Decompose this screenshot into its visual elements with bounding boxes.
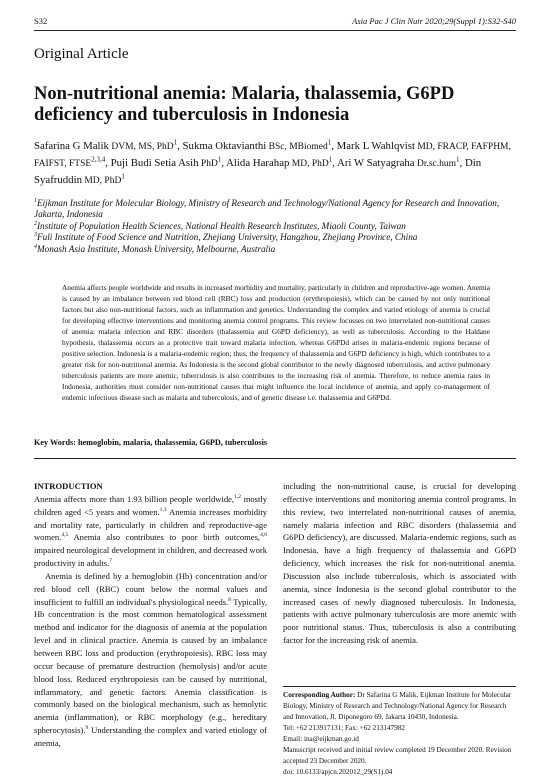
affiliation-ref: 1 <box>327 138 332 147</box>
author-name: , Alida Harahap <box>221 157 290 169</box>
article-type: Original Article <box>34 46 129 62</box>
section-heading: INTRODUCTION <box>34 481 103 491</box>
affiliation-ref: 1 <box>217 155 222 164</box>
keywords-label: Key Words: <box>34 438 78 447</box>
author-name: , Puji Budi Setia Asih <box>105 157 199 169</box>
author-name: Safarina G Malik <box>34 140 109 152</box>
author-degrees: MD, PhD <box>289 159 329 169</box>
affiliation-list <box>34 198 520 255</box>
keywords <box>34 438 267 447</box>
author-name: , Mark L Wahlqvist <box>331 140 415 152</box>
affiliation-ref: 1 <box>173 138 178 147</box>
keywords-text: hemoglobin, malaria, thalassemia, G6PD, tuberculosis <box>77 438 268 447</box>
manuscript-dates: Manuscript received and initial review completed 19 December 2020. Revision accepted 23 December 2020. <box>283 746 512 765</box>
affiliation-ref: 1 <box>121 172 125 181</box>
keywords-divider <box>34 458 516 459</box>
correspondence-divider <box>283 686 516 687</box>
affiliation: $^1$Eijkman Institute for Molecular Biology, Ministry of Research and Technology/National Agency for Research and Innovation, Jakarta, Indonesia <box>34 197 500 220</box>
article-title: Non-nutritional anemia: Malaria, thalassemia, G6PD deficiency and tuberculosis in Indonesia <box>34 84 455 125</box>
body-column-left <box>34 480 267 750</box>
author-name: , Ari W Satyagraha <box>332 157 415 169</box>
author-degrees: Dr.sc.hum <box>414 159 457 169</box>
affiliation-ref: 2,3,4 <box>91 155 106 164</box>
page-number: S32 <box>34 16 48 26</box>
author-name: , Sukma Oktavianthi <box>177 140 267 152</box>
journal-citation: Asia Pac J Clin Nutr 2020;29(Suppl 1):S32-S40 <box>352 16 516 26</box>
author-degrees: BSc, MBiomed <box>266 142 328 152</box>
author-degrees: DVM, MS, PhD <box>108 142 174 152</box>
body-paragraph: Anemia affects more than 1.93 billion people worldwide,$^{1,2}$ mostly children aged <5 years and women.$^{1,3}$ Anemia increases morbidity and mortality rate, particularly in children and reproductive-age women.$^{4,5}$ Anemia also contributes to poor birth outcomes,$^{4,6}$ impaired neurological development in children, and decreased work productivity in adults.$^7$ <box>34 493 267 569</box>
body-paragraph: Anemia is defined by a hemoglobin (Hb) concentration and/or red blood cell (RBC) count below the normal values and insufficient to fulfill an individual's physiological needs.$^8$ Typically, Hb concentration is the most common hematological assessment method and indicator for the diagnosis of anemia at the population level and in clinical practice. Anemia is caused by an imbalance between RBC loss and production (erythropoiesis). RBC loss may occur because of premature destruction (hemolysis) and/or acute blood loss. Reduced erythropoiesis can be caused by nutritional, inflammatory, and genetic factors. Anemia classification is commonly based on the biological mechanism, such as hemolytic anemia (inflammation), or RBC morphology (e.g., hereditary spherocytosis).$^9$ Understanding the complex and varied etiology of anemia, <box>34 570 268 748</box>
affiliation: $^2$Institute of Population Health Sciences, National Health Research Institutes, Miaoli County, Taiwan <box>34 220 406 231</box>
affiliation: $^4$Monash Asia Institute, Monash University, Melbourne, Australia <box>34 243 276 254</box>
affiliation: $^3$Fuli Institute of Food Science and Nutrition, Zhejiang University, Hangzhou, Zhejiang Province, China <box>34 232 418 243</box>
author-degrees: MD, PhD <box>81 176 122 186</box>
abstract: Anemia affects people worldwide and results in increased morbidity and mortality, particularly in children and reproductive-age women. Anemia is caused by an imbalance between red blood cell (RBC) loss and production (erythropoiesis), which can be caused by not only nutritional factors but also non-nutritional factors, such as inflammation and genetics. Understanding the complex and varied etiology of anemia is crucial for developing effective interventions and monitoring anemia control programs. This review focusses on two interrelated non-nutritional causes of anemia: malaria infection and RBC disorders (thalassemia and G6PD deficiency), as well as tuberculosis. According to the Haldane hypothesis, thalassemia occurs as a protective trait toward malaria infection, whereas G6PDd arises in malaria-endemic regions because of positive selection. Indonesia is a malaria-endemic region; thus, the frequency of thalassemia and G6PD deficiency is high, which contributes to a greater risk for non-nutritional anemia. As Indonesia is the second global contributor to the newly diagnosed tuberculosis, and active pulmonary tuberculosis patients are more anemic, tuberculosis is also contributes to the increasing risk of anemia. Therefore, to reduce anemia rates in Indonesia, authorities must consider non-nutritional causes that might influence the local incidence of anemia, and apply co-management of endemic infectious disease such as malaria and tuberculosis, and of genetic disease i.e. thalassemia and G6PDd. <box>62 283 490 403</box>
body-paragraph: including the non-nutritional cause, is crucial for developing effective interventions and monitoring anemia control programs. In this review, two interrelated non-nutritional causes of anemia, namely malaria infection and RBC disorders (thalassemia and G6PD deficiency), are discussed. Malaria-endemic regions, such as Indonesia, have a high frequency of thalassemia and G6PD deficiency, which increases the risk for non-nutritional anemia. Discussion also include tuberculosis, which is associated with anemia, since Indonesia is the second global contributor to the increased cases of newly diagnosed tuberculosis. In Indonesia, patients with active pulmonary tuberculosis are more anemic with poor nutritional status. Thus, tuberculosis is also a contributing factor for the increasing risk of anemia. <box>283 481 516 646</box>
correspondence-phone: Tel: +62 213917131; Fax: +62 213147982 <box>283 724 406 732</box>
correspondence-block <box>283 690 516 778</box>
header-divider <box>34 30 516 31</box>
correspondence-author: Corresponding Author: Dr Safarina G Malik, Eijkman Institute for Molecular Biology, Ministry of Research and Technology/National Agency for Research and Innovation, Jl. Diponegoro 69, Jakarta 10430, Indonesia. <box>283 691 512 721</box>
doi[interactable]: doi: 10.6133/apjcn.202012_29(S1).04 <box>283 768 393 776</box>
author-list <box>34 138 520 189</box>
author-name: , Din Syafruddin <box>34 157 482 186</box>
affiliation-ref: 1 <box>456 155 460 164</box>
body-column-right <box>283 480 516 647</box>
affiliation-ref: 1 <box>328 155 333 164</box>
author-degrees: PhD <box>198 159 218 169</box>
correspondence-email[interactable]: Email: ina@eijkman.go.id <box>283 735 359 743</box>
author-degrees: MD, FRACP, FAFPHM, FAIFST, FTSE <box>34 142 511 169</box>
